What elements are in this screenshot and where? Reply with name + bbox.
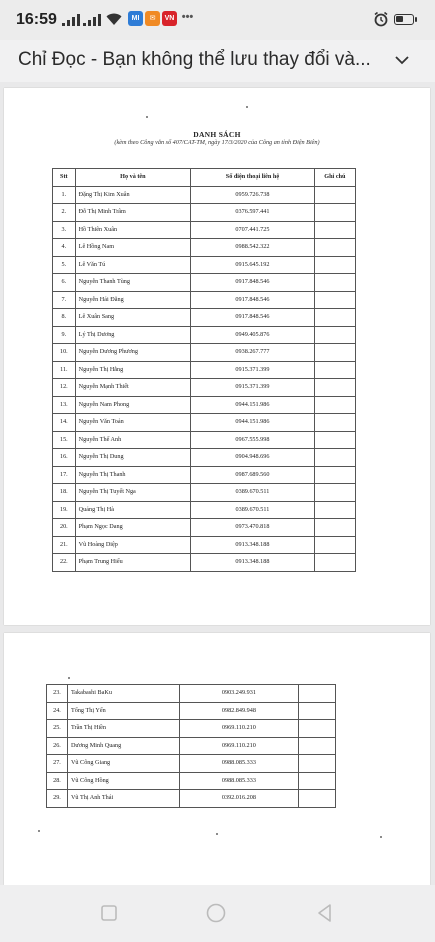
table-row bbox=[53, 309, 356, 327]
document-page-1 bbox=[4, 88, 430, 625]
row-note bbox=[314, 361, 355, 379]
table-row bbox=[53, 204, 356, 222]
row-stt: 14. bbox=[53, 414, 76, 432]
row-note bbox=[314, 344, 355, 362]
row-note bbox=[314, 221, 355, 239]
table-row bbox=[53, 274, 356, 292]
row-stt: 17. bbox=[53, 466, 76, 484]
table-row bbox=[53, 344, 356, 362]
row-stt: 16. bbox=[53, 449, 76, 467]
row-note bbox=[314, 484, 355, 502]
header-note: Ghi chú bbox=[314, 169, 355, 187]
row-name: Nguyễn Thế Anh bbox=[75, 431, 190, 449]
row-note bbox=[314, 414, 355, 432]
table-row bbox=[47, 737, 336, 755]
row-stt: 4. bbox=[53, 239, 76, 257]
header-stt: Stt bbox=[53, 169, 76, 187]
row-note bbox=[314, 501, 355, 519]
row-name: Hồ Thiên Xuân bbox=[75, 221, 190, 239]
table-row bbox=[53, 239, 356, 257]
row-name: Tống Thị Yến bbox=[67, 702, 179, 720]
contact-table-page-2 bbox=[46, 684, 336, 808]
table-row bbox=[53, 326, 356, 344]
row-stt: 28. bbox=[47, 772, 68, 790]
app-badge-vn-icon: VN bbox=[162, 11, 177, 26]
chevron-down-icon[interactable] bbox=[393, 53, 411, 67]
row-name: Trần Thị Hiền bbox=[67, 720, 179, 738]
row-phone: 0959.726.738 bbox=[191, 186, 315, 204]
row-stt: 27. bbox=[47, 755, 68, 773]
row-note bbox=[314, 256, 355, 274]
row-name: Đặng Thị Kim Xuân bbox=[75, 186, 190, 204]
document-subheading: (kèm theo Công văn số 407/CAT-TM, ngày 17/3/2020 của Công an tỉnh Điện Biên) bbox=[114, 139, 320, 146]
table-row bbox=[53, 221, 356, 239]
row-name: Nguyễn Nam Phong bbox=[75, 396, 190, 414]
row-phone: 0973.470.818 bbox=[191, 519, 315, 537]
table-row bbox=[53, 519, 356, 537]
row-name: Quảng Thị Hà bbox=[75, 501, 190, 519]
row-stt: 10. bbox=[53, 344, 76, 362]
scan-speck bbox=[216, 833, 218, 835]
row-note bbox=[299, 702, 336, 720]
table-row bbox=[53, 361, 356, 379]
table-row bbox=[47, 790, 336, 808]
row-phone: 0917.848.546 bbox=[191, 274, 315, 292]
row-note bbox=[299, 720, 336, 738]
scan-speck bbox=[380, 836, 382, 838]
table-row bbox=[53, 256, 356, 274]
row-name: Nguyễn Thị Thanh bbox=[75, 466, 190, 484]
row-phone: 0917.848.546 bbox=[191, 309, 315, 327]
header-phone: Số điện thoại liên hệ bbox=[191, 169, 315, 187]
back-triangle-icon[interactable] bbox=[315, 903, 335, 923]
row-phone: 0915.645.192 bbox=[191, 256, 315, 274]
row-note bbox=[314, 239, 355, 257]
scan-speck bbox=[68, 677, 70, 679]
row-note bbox=[314, 379, 355, 397]
row-name: Lý Thị Dương bbox=[75, 326, 190, 344]
table-row bbox=[47, 720, 336, 738]
row-name: Phạm Ngọc Dang bbox=[75, 519, 190, 537]
row-name: Dương Minh Quang bbox=[67, 737, 179, 755]
row-note bbox=[314, 309, 355, 327]
row-name: Nguyễn Mạnh Thiết bbox=[75, 379, 190, 397]
row-phone: 0944.151.986 bbox=[191, 414, 315, 432]
row-stt: 24. bbox=[47, 702, 68, 720]
scan-speck bbox=[146, 116, 148, 118]
table-row bbox=[53, 186, 356, 204]
row-stt: 13. bbox=[53, 396, 76, 414]
scan-speck bbox=[38, 830, 40, 832]
status-bar bbox=[0, 0, 435, 40]
table-row bbox=[53, 431, 356, 449]
document-page-2 bbox=[4, 633, 430, 885]
row-phone: 0376.597.441 bbox=[191, 204, 315, 222]
row-note bbox=[314, 326, 355, 344]
header-name: Họ và tên bbox=[75, 169, 190, 187]
wifi-icon bbox=[106, 12, 122, 26]
row-stt: 15. bbox=[53, 431, 76, 449]
row-stt: 25. bbox=[47, 720, 68, 738]
row-note bbox=[299, 772, 336, 790]
more-notifications-icon: ••• bbox=[181, 11, 194, 23]
row-note bbox=[299, 790, 336, 808]
document-heading: DANH SÁCH bbox=[193, 130, 241, 139]
row-note bbox=[314, 186, 355, 204]
row-stt: 5. bbox=[53, 256, 76, 274]
row-stt: 12. bbox=[53, 379, 76, 397]
row-phone: 0967.555.998 bbox=[191, 431, 315, 449]
alarm-icon bbox=[373, 11, 389, 27]
row-note bbox=[314, 274, 355, 292]
battery-icon bbox=[394, 14, 414, 25]
row-stt: 22. bbox=[53, 554, 76, 572]
row-note bbox=[314, 449, 355, 467]
row-phone: 0988.085.333 bbox=[179, 772, 299, 790]
table-row bbox=[53, 536, 356, 554]
row-name: Nguyễn Thị Tuyết Nga bbox=[75, 484, 190, 502]
row-phone: 0389.670.511 bbox=[191, 501, 315, 519]
row-name: Vũ Công Giang bbox=[67, 755, 179, 773]
row-stt: 8. bbox=[53, 309, 76, 327]
row-phone: 0707.441.725 bbox=[191, 221, 315, 239]
table-row bbox=[53, 449, 356, 467]
row-name: Lê Xuân Sang bbox=[75, 309, 190, 327]
signal-2-icon bbox=[83, 14, 101, 26]
row-note bbox=[314, 204, 355, 222]
row-phone: 0969.110.210 bbox=[179, 720, 299, 738]
table-row bbox=[53, 379, 356, 397]
row-name: Lê Hồng Nam bbox=[75, 239, 190, 257]
row-name: Nguyễn Thanh Tùng bbox=[75, 274, 190, 292]
row-stt: 11. bbox=[53, 361, 76, 379]
row-phone: 0949.405.876 bbox=[191, 326, 315, 344]
row-phone: 0915.371.399 bbox=[191, 379, 315, 397]
row-phone: 0988.085.333 bbox=[179, 755, 299, 773]
row-phone: 0917.848.546 bbox=[191, 291, 315, 309]
table-row bbox=[53, 396, 356, 414]
viewer-title-bar bbox=[0, 40, 435, 82]
row-phone: 0982.849.948 bbox=[179, 702, 299, 720]
row-name: Vũ Thị Anh Thái bbox=[67, 790, 179, 808]
table-row bbox=[53, 414, 356, 432]
row-phone: 0944.151.986 bbox=[191, 396, 315, 414]
status-time: 16:59 bbox=[16, 11, 57, 28]
row-note bbox=[299, 685, 336, 703]
row-name: Nguyễn Văn Toản bbox=[75, 414, 190, 432]
row-name: Vũ Công Hồng bbox=[67, 772, 179, 790]
table-row bbox=[47, 772, 336, 790]
table-row bbox=[53, 501, 356, 519]
row-name: Lê Văn Tú bbox=[75, 256, 190, 274]
table-row bbox=[47, 685, 336, 703]
row-phone: 0969.110.210 bbox=[179, 737, 299, 755]
row-stt: 29. bbox=[47, 790, 68, 808]
row-stt: 23. bbox=[47, 685, 68, 703]
row-phone: 0913.348.188 bbox=[191, 536, 315, 554]
table-row bbox=[53, 554, 356, 572]
recents-square-icon[interactable] bbox=[99, 903, 119, 923]
row-note bbox=[314, 396, 355, 414]
table-row bbox=[47, 702, 336, 720]
row-phone: 0904.948.696 bbox=[191, 449, 315, 467]
row-stt: 26. bbox=[47, 737, 68, 755]
signal-1-icon bbox=[62, 14, 80, 26]
row-phone: 0987.689.560 bbox=[191, 466, 315, 484]
row-name: Vũ Hoàng Diệp bbox=[75, 536, 190, 554]
row-stt: 20. bbox=[53, 519, 76, 537]
row-phone: 0903.249.931 bbox=[179, 685, 299, 703]
row-note bbox=[314, 291, 355, 309]
row-phone: 0389.670.511 bbox=[191, 484, 315, 502]
row-stt: 1. bbox=[53, 186, 76, 204]
row-note bbox=[314, 466, 355, 484]
row-name: Nguyễn Thị Dung bbox=[75, 449, 190, 467]
app-badge-orange-icon: ✉ bbox=[145, 11, 160, 26]
table-row bbox=[53, 466, 356, 484]
row-phone: 0988.542.322 bbox=[191, 239, 315, 257]
row-phone: 0392.016.208 bbox=[179, 790, 299, 808]
table-row bbox=[53, 291, 356, 309]
row-note bbox=[299, 737, 336, 755]
system-nav-bar bbox=[0, 885, 435, 942]
row-phone: 0938.267.777 bbox=[191, 344, 315, 362]
contact-table-page-1 bbox=[52, 168, 356, 572]
home-circle-icon[interactable] bbox=[206, 903, 226, 923]
app-badge-mi-icon: MI bbox=[128, 11, 143, 26]
row-phone: 0913.348.188 bbox=[191, 554, 315, 572]
row-stt: 9. bbox=[53, 326, 76, 344]
document-title-text: Chỉ Đọc - Bạn không thể lưu thay đổi và... bbox=[18, 49, 371, 70]
row-name: Phạm Trung Hiếu bbox=[75, 554, 190, 572]
row-name: Nguyễn Dương Phương bbox=[75, 344, 190, 362]
table-row bbox=[47, 755, 336, 773]
row-note bbox=[314, 536, 355, 554]
row-name: Nguyễn Hải Đăng bbox=[75, 291, 190, 309]
table-header-row bbox=[53, 169, 356, 187]
row-stt: 7. bbox=[53, 291, 76, 309]
table-row bbox=[53, 484, 356, 502]
row-stt: 2. bbox=[53, 204, 76, 222]
row-stt: 3. bbox=[53, 221, 76, 239]
row-name: Nguyễn Thị Hằng bbox=[75, 361, 190, 379]
row-stt: 19. bbox=[53, 501, 76, 519]
row-name: Takabashi BaKu bbox=[67, 685, 179, 703]
row-name: Đỗ Thị Minh Trâm bbox=[75, 204, 190, 222]
row-note bbox=[299, 755, 336, 773]
scan-speck bbox=[246, 106, 248, 108]
row-stt: 6. bbox=[53, 274, 76, 292]
row-stt: 18. bbox=[53, 484, 76, 502]
row-note bbox=[314, 431, 355, 449]
row-phone: 0915.371.399 bbox=[191, 361, 315, 379]
row-note bbox=[314, 519, 355, 537]
row-note bbox=[314, 554, 355, 572]
row-stt: 21. bbox=[53, 536, 76, 554]
